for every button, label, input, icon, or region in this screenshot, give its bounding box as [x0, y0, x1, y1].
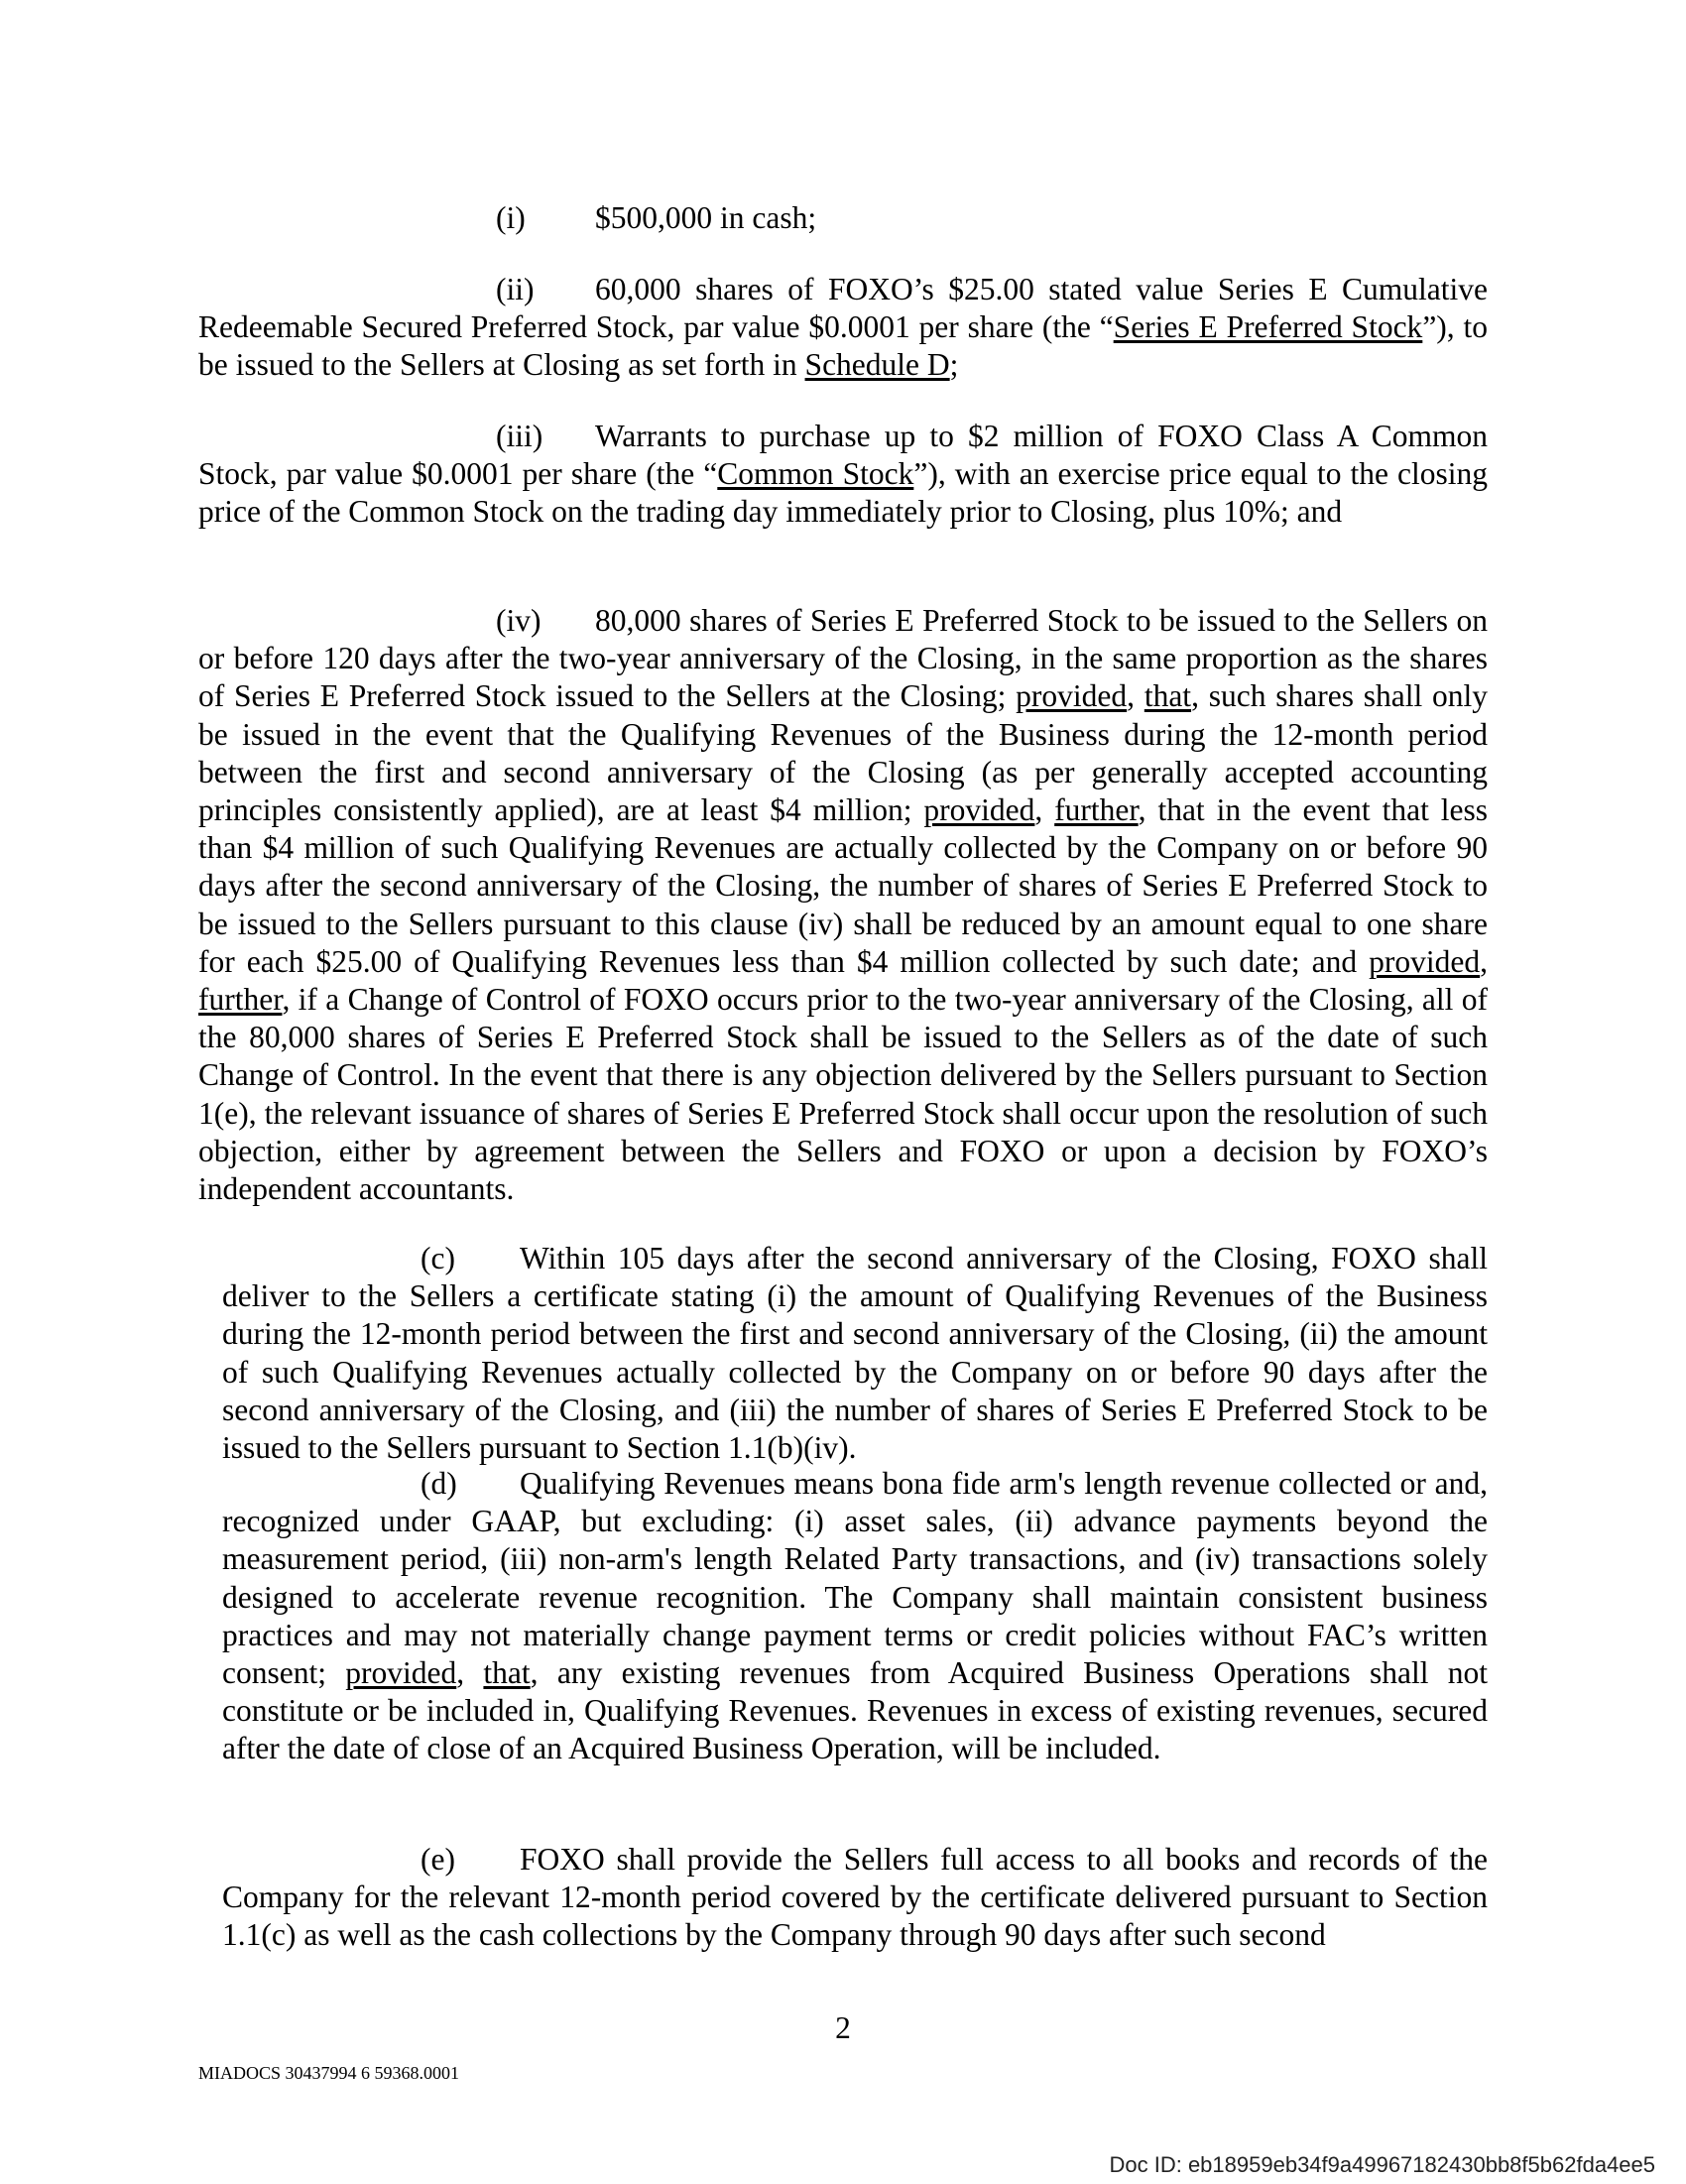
proviso-term: provided	[345, 1655, 457, 1691]
clause-label: (iv)	[496, 603, 542, 638]
clause-text: , that in the event that less than $4 million of such Qualifying Revenues are actually collected by the Company on or before 90 days after the second anniversary of the Closing, the number of shares of Series E Preferred Stock to be issued to the Sellers pursuant to this clause (iv) shall be reduced by an amount equal to one share for each $25.00 of Qualifying Revenues less than $4 million collected by such date; and	[198, 792, 1489, 979]
document-reference: MIADOCS 30437994 6 59368.0001	[198, 2063, 460, 2083]
clause-text: , if a Change of Control of FOXO occurs prior to the two-year anniversary of the Closing, all of the 80,000 shares of Series E Preferred Stock shall be issued to the Sellers as of the date of such Change of Control. In the event that there is any objection delivered by the Sellers pursuant to Section 1(e), the relevant issuance of shares of Series E Preferred Stock shall occur upon the resolution of such objection, either by agreement between the Sellers and FOXO or upon a decision by FOXO’s independent accountants.	[198, 982, 1488, 1207]
section-c	[222, 1240, 1488, 1467]
clause-label: (iii)	[496, 419, 543, 453]
schedule-reference: Schedule D	[804, 347, 950, 383]
section-e	[222, 1841, 1488, 1955]
clause-text: $500,000 in cash;	[595, 200, 817, 235]
proviso-term: provided	[1016, 678, 1128, 714]
proviso-term: provided	[1369, 943, 1481, 979]
defined-term: Common Stock	[717, 456, 914, 492]
section-text: , any existing revenues from Acquired Business Operations shall not constitute or be included in, Qualifying Revenues. Revenues in excess of existing revenues, secured after the date of close of an Acquired Business Operation, will be included.	[222, 1655, 1488, 1766]
page-number: 2	[835, 2010, 851, 2045]
section-label: (d)	[421, 1466, 457, 1501]
proviso-term: provided	[923, 792, 1035, 828]
clause-text: ”), to be issued to the Sellers at Closing as set forth in	[198, 309, 1488, 383]
clause-text: ,	[1034, 792, 1055, 828]
clause-text: ,	[1127, 678, 1144, 714]
clause-text: 60,000 shares of FOXO’s $25.00 stated value Series E Cumulative Redeemable Secured Preferred Stock, par value $0.0001 per share (the “	[198, 272, 1488, 345]
clause-text: ”), with an exercise price equal to the closing price of the Common Stock on the trading day immediately prior to Closing, plus 10%; and	[198, 456, 1488, 530]
clause-text: , such shares shall only be issued in the event that the Qualifying Revenues of the Business during the 12-month period between the first and second anniversary of the Closing (as per generally accepted accounting principles consistently applied), are at least $4 million;	[198, 678, 1488, 828]
defined-term: Series E Preferred Stock	[1113, 309, 1423, 345]
clause-iii	[198, 418, 1488, 532]
section-d	[222, 1465, 1488, 1768]
section-text: ,	[456, 1655, 484, 1691]
clause-text: 80,000 shares of Series E Preferred Stock to be issued to the Sellers on or before 120 days after the two-year anniversary of the Closing, in the same proportion as the shares of Series E Preferred Stock issued to the Sellers at the Closing;	[198, 603, 1488, 714]
clause-text: ,	[1480, 943, 1488, 979]
clause-ii	[198, 271, 1488, 385]
clause-text: Warrants to purchase up to $2 million of FOXO Class A Common Stock, par value $0.0001 per share (the “	[198, 419, 1488, 492]
section-text: FOXO shall provide the Sellers full access to all books and records of the Company for the relevant 12-month period covered by the certificate delivered pursuant to Section 1.1(c) as well as the cash collections by the Company through 90 days after such second	[222, 1842, 1488, 1953]
proviso-term: further	[1054, 792, 1139, 828]
doc-id-stamp: Doc ID: eb18959eb34f9a49967182430bb8f5b62fda4ee5	[1109, 2152, 1655, 2177]
clause-i	[198, 199, 1686, 237]
section-text: Within 105 days after the second anniversary of the Closing, FOXO shall deliver to the Sellers a certificate stating (i) the amount of Qualifying Revenues of the Business during the 12-month period between the first and second anniversary of the Closing, (ii) the amount of such Qualifying Revenues actually collected by the Company on or before 90 days after the second anniversary of the Closing, and (iii) the number of shares of Series E Preferred Stock to be issued to the Sellers pursuant to Section 1.1(b)(iv).	[222, 1241, 1488, 1466]
section-label: (c)	[421, 1241, 455, 1275]
clause-label: (ii)	[496, 272, 535, 306]
clause-text: ;	[949, 347, 959, 383]
proviso-term: that	[483, 1655, 531, 1691]
section-label: (e)	[421, 1842, 455, 1877]
proviso-term: further	[198, 982, 283, 1018]
clause-label: (i)	[496, 200, 526, 235]
section-text: Qualifying Revenues means bona fide arm's length revenue collected or and, recognized under GAAP, but excluding: (i) asset sales, (ii) advance payments beyond the measurement period, (iii) non-arm's length Related Party transactions, and (iv) transactions solely designed to accelerate revenue recognition. The Company shall maintain consistent business practices and may not materially change payment terms or credit policies without FAC’s written consent;	[222, 1466, 1488, 1691]
clause-iv	[198, 602, 1488, 1208]
proviso-term: that	[1144, 678, 1192, 714]
